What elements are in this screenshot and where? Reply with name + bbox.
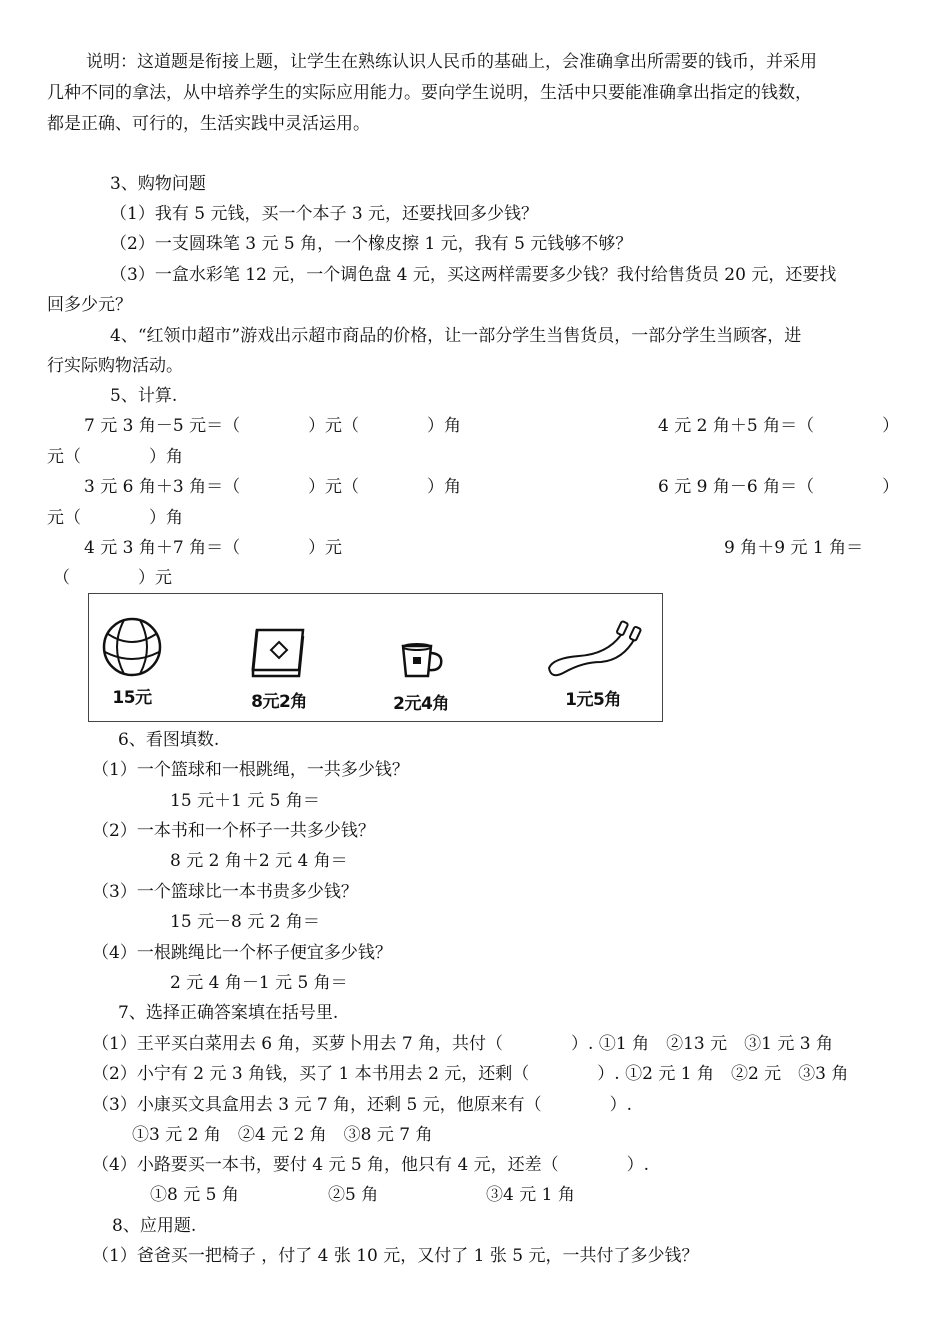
- price-figure: [88, 593, 663, 722]
- basketball-item: [97, 616, 167, 708]
- section-3-q3: （3）一盒水彩笔 12 元，一个调色盘 4 元，买这两样需要多少钱？我付给售货员 20 元，还要找: [110, 265, 837, 285]
- section-8-title: 8、应用题.: [112, 1216, 197, 1236]
- calc-row-1-cont: 元（ ）角: [47, 447, 183, 467]
- section-6-e1: 15 元＋1 元 5 角＝: [170, 791, 320, 811]
- section-6-e4: 2 元 4 角－1 元 5 角＝: [170, 973, 348, 993]
- calc-row-2-left: 3 元 6 角＋3 角＝（ ）元（ ）角: [84, 477, 462, 497]
- section-7-q4-option-1: ①8 元 5 角: [150, 1185, 239, 1205]
- section-7-title: 7、选择正确答案填在括号里.: [118, 1003, 339, 1023]
- section-5-title: 5、计算.: [110, 386, 178, 406]
- section-7-q1: （1）王平买白菜用去 6 角，买萝卜用去 7 角，共付（ ）. ①1 角 ②13 元 ③1 元 3 角: [92, 1034, 833, 1054]
- section-3-q3-cont: 回多少元？: [47, 295, 132, 315]
- calc-row-3-right: 9 角＋9 元 1 角＝: [724, 538, 864, 558]
- cup-price: 2元4角: [393, 694, 449, 714]
- section-6-q2: （2）一本书和一个杯子一共多少钱？: [92, 821, 375, 841]
- calc-row-2-cont: 元（ ）角: [47, 508, 183, 528]
- section-3-title: 3、购物问题: [110, 174, 206, 194]
- section-7-q4-option-2: ②5 角: [328, 1185, 379, 1205]
- jump-rope-price: 1元5角: [565, 690, 621, 710]
- section-7-q3-options: ①3 元 2 角 ②4 元 2 角 ③8 元 7 角: [132, 1125, 433, 1145]
- book-item: [241, 624, 317, 712]
- section-7-q4: （4）小路要买一本书，要付 4 元 5 角，他只有 4 元，还差（ ）.: [92, 1155, 650, 1175]
- intro-line-2: 几种不同的拿法，从中培养学生的实际应用能力。要向学生说明，生活中只要能准确拿出指定的钱数，: [47, 83, 812, 103]
- calc-row-2-right: 6 元 9 角－6 角＝（ ）: [658, 477, 900, 497]
- calc-row-1-left: 7 元 3 角－5 元＝（ ）元（ ）角: [84, 416, 462, 436]
- section-6-e2: 8 元 2 角＋2 元 4 角＝: [170, 851, 348, 871]
- section-6-q4: （4）一根跳绳比一个杯子便宜多少钱？: [92, 943, 392, 963]
- section-6-q3: （3）一个篮球比一本书贵多少钱？: [92, 882, 358, 902]
- section-8-q1: （1）爸爸买一把椅子 ，付了 4 张 10 元，又付了 1 张 5 元，一共付了多少钱？: [92, 1246, 699, 1266]
- section-6-title: 6、看图填数.: [118, 730, 220, 750]
- calc-row-3-cont: （ ）元: [53, 568, 172, 588]
- section-3-q2: （2）一支圆珠笔 3 元 5 角，一个橡皮擦 1 元，我有 5 元钱够不够？: [110, 234, 633, 254]
- cup-icon: [393, 640, 449, 684]
- book-price: 8元2角: [251, 692, 307, 712]
- jump-rope-item: [537, 618, 649, 710]
- intro-line-3: 都是正确、可行的，生活实践中灵活运用。: [47, 114, 370, 134]
- basketball-price: 15元: [112, 688, 152, 708]
- section-7-q2: （2）小宁有 2 元 3 角钱，买了 1 本书用去 2 元，还剩（ ）. ①2 元 1 角 ②2 元 ③3 角: [92, 1064, 849, 1084]
- cup-item: [385, 640, 457, 714]
- intro-line-1: 说明：这道题是衔接上题，让学生在熟练认识人民币的基础上，会准确拿出所需要的钱币，并采用: [86, 52, 817, 72]
- section-4-text-cont: 行实际购物活动。: [47, 356, 183, 376]
- calc-row-1-right: 4 元 2 角＋5 角＝（ ）: [658, 416, 900, 436]
- book-icon: [243, 624, 315, 682]
- jump-rope-icon: [539, 618, 647, 682]
- section-4-text: 4、“红领巾超市”游戏出示超市商品的价格，让一部分学生当售货员，一部分学生当顾客，进: [110, 326, 802, 346]
- calc-row-3-left: 4 元 3 角＋7 角＝（ ）元: [84, 538, 343, 558]
- section-7-q3: （3）小康买文具盒用去 3 元 7 角，还剩 5 元，他原来有（ ）.: [92, 1095, 633, 1115]
- section-6-q1: （1）一个篮球和一根跳绳，一共多少钱？: [92, 760, 409, 780]
- basketball-icon: [100, 616, 164, 678]
- section-6-e3: 15 元－8 元 2 角＝: [170, 912, 320, 932]
- section-7-q4-option-3: ③4 元 1 角: [486, 1185, 575, 1205]
- section-3-q1: （1）我有 5 元钱，买一个本子 3 元，还要找回多少钱？: [110, 204, 539, 224]
